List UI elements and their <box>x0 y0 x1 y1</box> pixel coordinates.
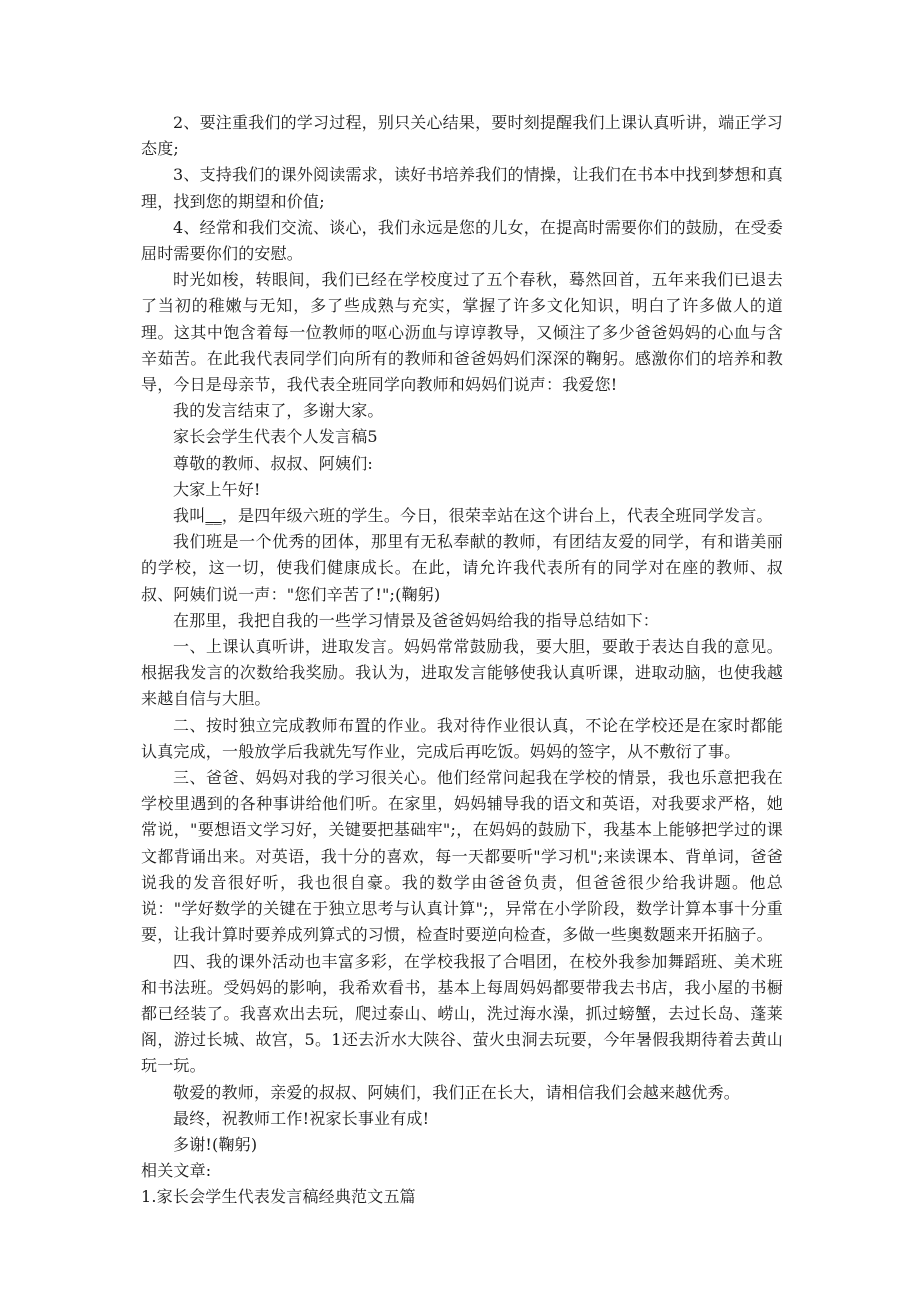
paragraph-item-1: 一、上课认真听讲，进取发言。妈妈常常鼓励我，要大胆，要敢于表达自我的意见。根据我发言的次数给我奖励。我认为，进取发言能够使我认真听课，进取动脑，也使我越来越自信与大胆。 <box>141 637 783 709</box>
paragraph-reflection: 时光如梭，转眼间，我们已经在学校度过了五个春秋，蓦然回首，五年来我们已退去了当初的稚嫩与无知，多了些成熟与充实，掌握了许多文化知识，明白了许多做人的道理。这其中饱含着每一位教师的呕心沥血与谆谆教导，又倾注了多少爸爸妈妈的心血与含辛茹苦。在此我代表同学们向所有的教师和爸爸妈妈们深深的鞠躬。感激你们的培养和教导，今日是母亲节，我代表全班同学向教师和妈妈们说声：我爱您! <box>141 270 783 395</box>
paragraph-self-intro <box>141 503 783 529</box>
paragraph-final-thanks: 多谢!(鞠躬) <box>173 1134 258 1154</box>
section-title: 家长会学生代表个人发言稿5 <box>173 427 378 447</box>
paragraph-encouragement: 敬爱的教师，亲爱的叔叔、阿姨们，我们正在长大，请相信我们会越来越优秀。 <box>173 1082 741 1102</box>
paragraph-closing-thanks: 我的发言结束了，多谢大家。 <box>173 401 384 421</box>
paragraph-summary-lead: 在那里，我把自我的一些学习情景及爸爸妈妈给我的指导总结如下： <box>173 610 660 630</box>
salutation: 尊敬的教师、叔叔、阿姨们: <box>173 453 373 473</box>
intro-after: ，是四年级六班的学生。今日，很荣幸站在这个讲台上，代表全班同学发言。 <box>221 506 773 526</box>
related-link-1[interactable]: 1.家长会学生代表发言稿经典范文五篇 <box>141 1187 416 1207</box>
paragraph-point-4: 4、经常和我们交流、谈心，我们永远是您的儿女，在提高时需要你们的鼓励，在受委屈时需要你们的安慰。 <box>141 217 783 264</box>
paragraph-class-intro: 我们班是一个优秀的团体，那里有无私奉献的教师，有团结友爱的同学，有和谐美丽的学校，这一切，使我们健康成长。在此，请允许我代表所有的同学对在座的教师、叔叔、阿姨们说一声："您们辛苦了!";(鞠躬) <box>141 532 783 604</box>
intro-before: 我叫 <box>173 506 206 526</box>
paragraph-wishes: 最终，祝教师工作!祝家长事业有成! <box>173 1108 430 1128</box>
paragraph-point-2: 2、要注重我们的学习过程，别只关心结果，要时刻提醒我们上课认真听讲，端正学习态度; <box>141 113 783 159</box>
paragraph-item-4: 四、我的课外活动也丰富多彩，在学校我报了合唱团，在校外我参加舞蹈班、美术班和书法班。受妈妈的影响，我希欢看书，基本上每周妈妈都要带我去书店，我小屋的书橱都已经装了。我喜欢出去玩，爬过泰山、崂山，洗过海水澡，抓过螃蟹，去过长岛、蓬莱阁，游过长城、故宫，5。1还去沂水大陕谷、萤火虫洞去玩要，今年暑假我期待着去黄山玩一玩。 <box>141 951 783 1076</box>
paragraph-item-3: 三、爸爸、妈妈对我的学习很关心。他们经常问起我在学校的情景，我也乐意把我在学校里遇到的各种事讲给他们听。在家里，妈妈辅导我的语文和英语，对我要求严格，她常说，"要想语文学习好，关键要把基础牢";，在妈妈的鼓励下，我基本上能够把学过的课文都背诵出来。对英语，我十分的喜欢，每一天都要听"学习机";来读课本、背单词，爸爸说我的发音很好听，我也很自豪。我的数学由爸爸负责，但爸爸很少给我讲题。他总说："学好数学的关键在于独立思考与认真计算";，异常在小学阶段，数学计算本事十分重要，让我计算时要养成列算式的习惯，检查时要逆向检查，多做一些奥数题来开拓脑子。 <box>141 768 783 945</box>
name-blank: __ <box>205 506 222 526</box>
paragraph-item-2: 二、按时独立完成教师布置的作业。我对待作业很认真，不论在学校还是在家时都能认真完成，一般放学后我就先写作业，完成后再吃饭。妈妈的签字，从不敷衍了事。 <box>141 715 783 761</box>
document-body <box>141 110 783 1211</box>
related-heading: 相关文章: <box>141 1161 212 1181</box>
greeting: 大家上午好! <box>173 479 261 499</box>
paragraph-point-3: 3、支持我们的课外阅读需求，读好书培养我们的情操，让我们在书本中找到梦想和真理，找到您的期望和价值; <box>141 165 783 211</box>
